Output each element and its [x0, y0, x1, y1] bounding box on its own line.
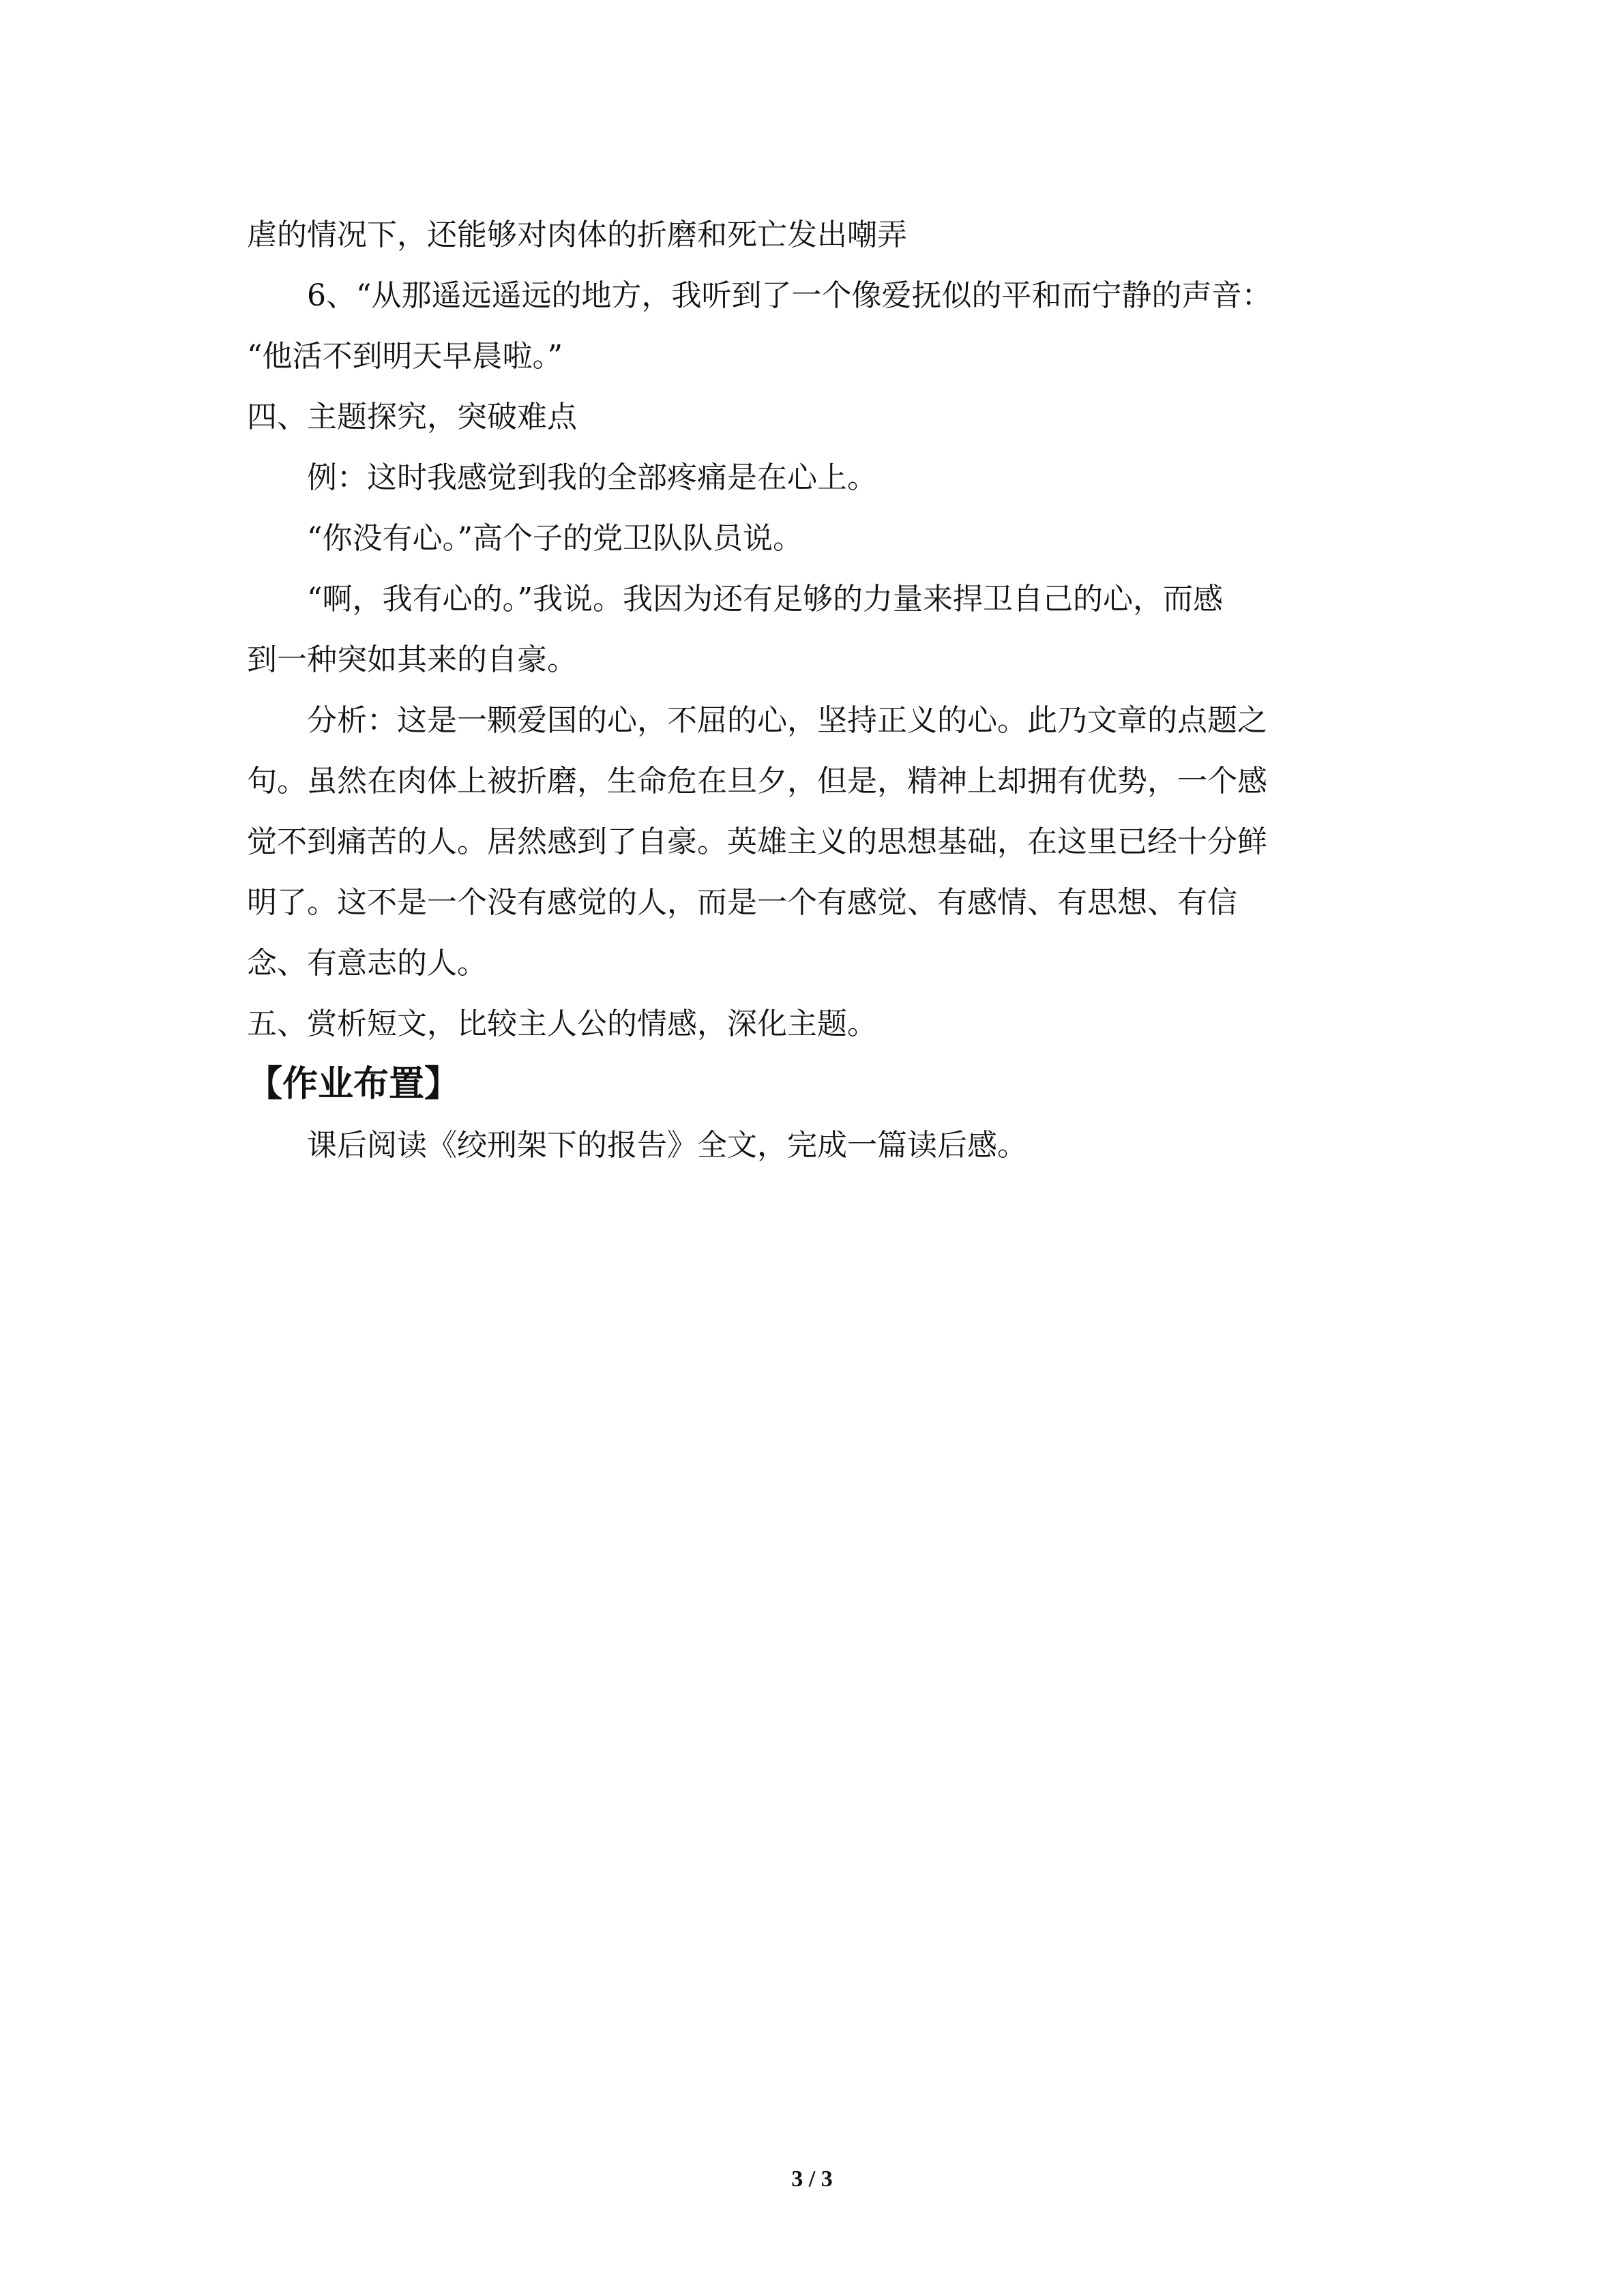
analysis-line: 觉不到痛苦的人。居然感到了自豪。英雄主义的思想基础，在这里已经十分鲜 [247, 824, 1267, 859]
analysis-line: 念、有意志的人。 [247, 946, 487, 981]
dialogue-line: “你没有心。”高个子的党卫队队员说。 [307, 521, 803, 556]
analysis-line: 分析：这是一颗爱国的心，不屈的心，坚持正义的心。此乃文章的点题之 [307, 703, 1267, 738]
example-line: 例：这时我感觉到我的全部疼痛是在心上。 [307, 460, 877, 495]
document-body [247, 205, 1379, 1176]
quote-item-6: 6、“从那遥远遥远的地方，我听到了一个像爱抚似的平和而宁静的声音： [307, 278, 1272, 313]
homework-text: 课后阅读《绞刑架下的报告》全文，完成一篇读后感。 [307, 1128, 1027, 1163]
page-number: 3 / 3 [791, 2166, 833, 2192]
analysis-line: 明了。这不是一个没有感觉的人，而是一个有感觉、有感情、有思想、有信 [247, 885, 1237, 920]
homework-heading: 【作业布置】 [247, 1064, 460, 1105]
dialogue-line-continued: 到一种突如其来的自豪。 [247, 642, 577, 677]
text-line: 虐的情况下，还能够对肉体的折磨和死亡发出嘲弄 [247, 218, 907, 252]
analysis-line: 句。虽然在肉体上被折磨，生命危在旦夕，但是，精神上却拥有优势，一个感 [247, 764, 1267, 799]
section-heading-4: 四、主题探究，突破难点 [247, 400, 577, 434]
quote-item-6-continued: “他活不到明天早晨啦。” [247, 339, 563, 374]
section-heading-5: 五、赏析短文，比较主人公的情感，深化主题。 [247, 1007, 877, 1041]
dialogue-line: “啊，我有心的。”我说。我因为还有足够的力量来捍卫自己的心，而感 [307, 582, 1223, 616]
